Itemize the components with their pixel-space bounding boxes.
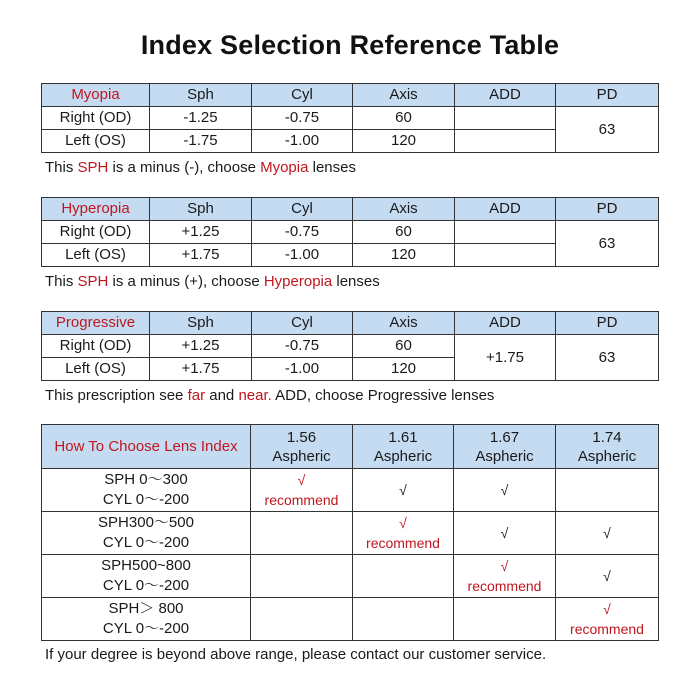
eye-cell: Left (OS)	[42, 358, 150, 381]
cyl-range: CYL 0～-200	[102, 491, 190, 508]
axis-header: Axis	[353, 312, 455, 335]
table-header-row	[42, 198, 659, 221]
sph-range: SPH 0～300	[104, 471, 188, 488]
sph-cell: -1.75	[150, 130, 252, 153]
index-value: 1.61	[388, 428, 418, 446]
index-col-header	[556, 425, 659, 469]
table-row	[42, 598, 659, 641]
pd-header: PD	[556, 198, 659, 221]
recommend-label: recommend	[264, 492, 339, 508]
recommend-cell	[251, 469, 353, 512]
check-icon: √	[399, 481, 407, 498]
eye-cell: Left (OS)	[42, 244, 150, 267]
progressive-table	[41, 311, 659, 381]
empty-cell	[454, 598, 556, 641]
progressive-note	[45, 387, 494, 404]
note-sph: SPH	[77, 273, 109, 290]
myopia-note	[45, 159, 356, 176]
note-text: This prescription see	[45, 387, 188, 404]
sph-header: Sph	[150, 84, 252, 107]
note-lens: Hyperopia	[263, 273, 333, 290]
empty-cell	[251, 555, 353, 598]
sph-cell: +1.75	[150, 244, 252, 267]
note-text: lenses	[308, 159, 356, 176]
check-icon: √	[500, 558, 509, 574]
sph-cell: +1.25	[150, 221, 252, 244]
table-row	[42, 512, 659, 555]
sph-range: SPH＞ 800	[108, 600, 184, 617]
empty-cell	[556, 469, 659, 512]
check-icon: √	[500, 481, 509, 498]
axis-cell: 120	[353, 358, 455, 381]
type-label: Hyperopia	[42, 198, 150, 221]
note-text: is a minus (-), choose	[108, 159, 261, 176]
cyl-header: Cyl	[252, 312, 353, 335]
recommend-cell	[556, 598, 659, 641]
cyl-cell: -0.75	[252, 335, 353, 358]
page-title: Index Selection Reference Table	[140, 30, 560, 60]
range-cell	[42, 555, 251, 598]
note-text: and	[205, 387, 239, 404]
axis-cell: 120	[353, 244, 455, 267]
pd-header: PD	[556, 312, 659, 335]
cyl-range: CYL 0～-200	[102, 577, 190, 594]
index-header-row	[42, 425, 659, 469]
suitable-cell	[556, 555, 659, 598]
sph-range: SPH300～500	[98, 514, 194, 531]
empty-cell	[353, 555, 454, 598]
cyl-header: Cyl	[252, 84, 353, 107]
add-header: ADD	[455, 312, 556, 335]
lens-index-table	[41, 424, 659, 641]
add-cell: +1.75	[455, 335, 556, 381]
note-text: is a minus (+), choose	[108, 273, 264, 290]
sph-cell: +1.75	[150, 358, 252, 381]
index-col-header	[454, 425, 556, 469]
add-cell	[455, 107, 556, 130]
table-row	[42, 555, 659, 598]
cyl-cell: -0.75	[252, 107, 353, 130]
suitable-cell	[353, 469, 454, 512]
table-row	[42, 107, 659, 130]
note-text: ADD, choose Progressive lenses	[271, 387, 495, 404]
note-near: near.	[238, 387, 272, 404]
add-cell	[455, 221, 556, 244]
sph-range: SPH500~800	[101, 557, 191, 574]
note-far: far	[187, 387, 206, 404]
recommend-label: recommend	[366, 535, 440, 551]
sph-header: Sph	[150, 198, 252, 221]
index-col-header	[353, 425, 454, 469]
eye-cell: Right (OD)	[42, 335, 150, 358]
pd-cell: 63	[556, 107, 659, 153]
recommend-cell	[454, 555, 556, 598]
axis-header: Axis	[353, 198, 455, 221]
axis-cell: 120	[353, 130, 455, 153]
range-cell	[42, 598, 251, 641]
range-cell	[42, 469, 251, 512]
recommend-cell	[353, 512, 454, 555]
axis-header: Axis	[353, 84, 455, 107]
axis-cell: 60	[353, 221, 455, 244]
index-header-label: How To Choose Lens Index	[42, 425, 251, 469]
check-icon: √	[603, 601, 611, 617]
table-row	[42, 221, 659, 244]
add-cell-empty	[455, 244, 556, 267]
cyl-range: CYL 0～-200	[102, 620, 190, 637]
empty-cell	[251, 512, 353, 555]
check-icon: √	[399, 515, 407, 531]
empty-cell	[353, 598, 454, 641]
cyl-cell: -0.75	[252, 221, 353, 244]
check-icon: √	[603, 524, 611, 541]
pd-cell: 63	[556, 335, 659, 381]
pd-cell: 63	[556, 221, 659, 267]
index-type: Aspheric	[577, 447, 637, 465]
table-row	[42, 335, 659, 358]
add-header: ADD	[455, 84, 556, 107]
index-col-header	[251, 425, 353, 469]
suitable-cell	[454, 512, 556, 555]
eye-cell: Left (OS)	[42, 130, 150, 153]
sph-header: Sph	[150, 312, 252, 335]
add-header: ADD	[455, 198, 556, 221]
cyl-range: CYL 0～-200	[102, 534, 190, 551]
sph-cell: +1.25	[150, 335, 252, 358]
type-label: Myopia	[42, 84, 150, 107]
table-header-row	[42, 312, 659, 335]
table-header-row	[42, 84, 659, 107]
index-value: 1.67	[489, 428, 520, 446]
note-text: This	[45, 159, 78, 176]
footer-note: If your degree is beyond above range, please contact our customer service.	[45, 646, 547, 663]
myopia-table	[41, 83, 659, 153]
note-text: lenses	[332, 273, 380, 290]
cyl-cell: -1.00	[252, 244, 353, 267]
hyperopia-note	[45, 273, 380, 290]
axis-cell: 60	[353, 335, 455, 358]
type-label: Progressive	[42, 312, 150, 335]
pd-header: PD	[556, 84, 659, 107]
axis-cell: 60	[353, 107, 455, 130]
cyl-cell: -1.00	[252, 130, 353, 153]
empty-cell	[251, 598, 353, 641]
table-row	[42, 469, 659, 512]
hyperopia-table	[41, 197, 659, 267]
check-icon: √	[297, 472, 306, 488]
check-icon: √	[500, 524, 509, 541]
index-type: Aspheric	[373, 447, 433, 465]
suitable-cell	[454, 469, 556, 512]
cyl-header: Cyl	[252, 198, 353, 221]
add-cell-empty	[455, 130, 556, 153]
index-type: Aspheric	[475, 447, 534, 465]
recommend-label: recommend	[570, 621, 644, 637]
note-sph: SPH	[77, 159, 109, 176]
range-cell	[42, 512, 251, 555]
sph-cell: -1.25	[150, 107, 252, 130]
suitable-cell	[556, 512, 659, 555]
eye-cell: Right (OD)	[42, 107, 150, 130]
note-text: This	[45, 273, 78, 290]
recommend-label: recommend	[467, 578, 542, 594]
index-value: 1.56	[286, 428, 317, 446]
check-icon: √	[603, 567, 611, 584]
index-value: 1.74	[592, 428, 622, 446]
index-type: Aspheric	[272, 447, 331, 465]
cyl-cell: -1.00	[252, 358, 353, 381]
eye-cell: Right (OD)	[42, 221, 150, 244]
note-lens: Myopia	[260, 159, 309, 176]
